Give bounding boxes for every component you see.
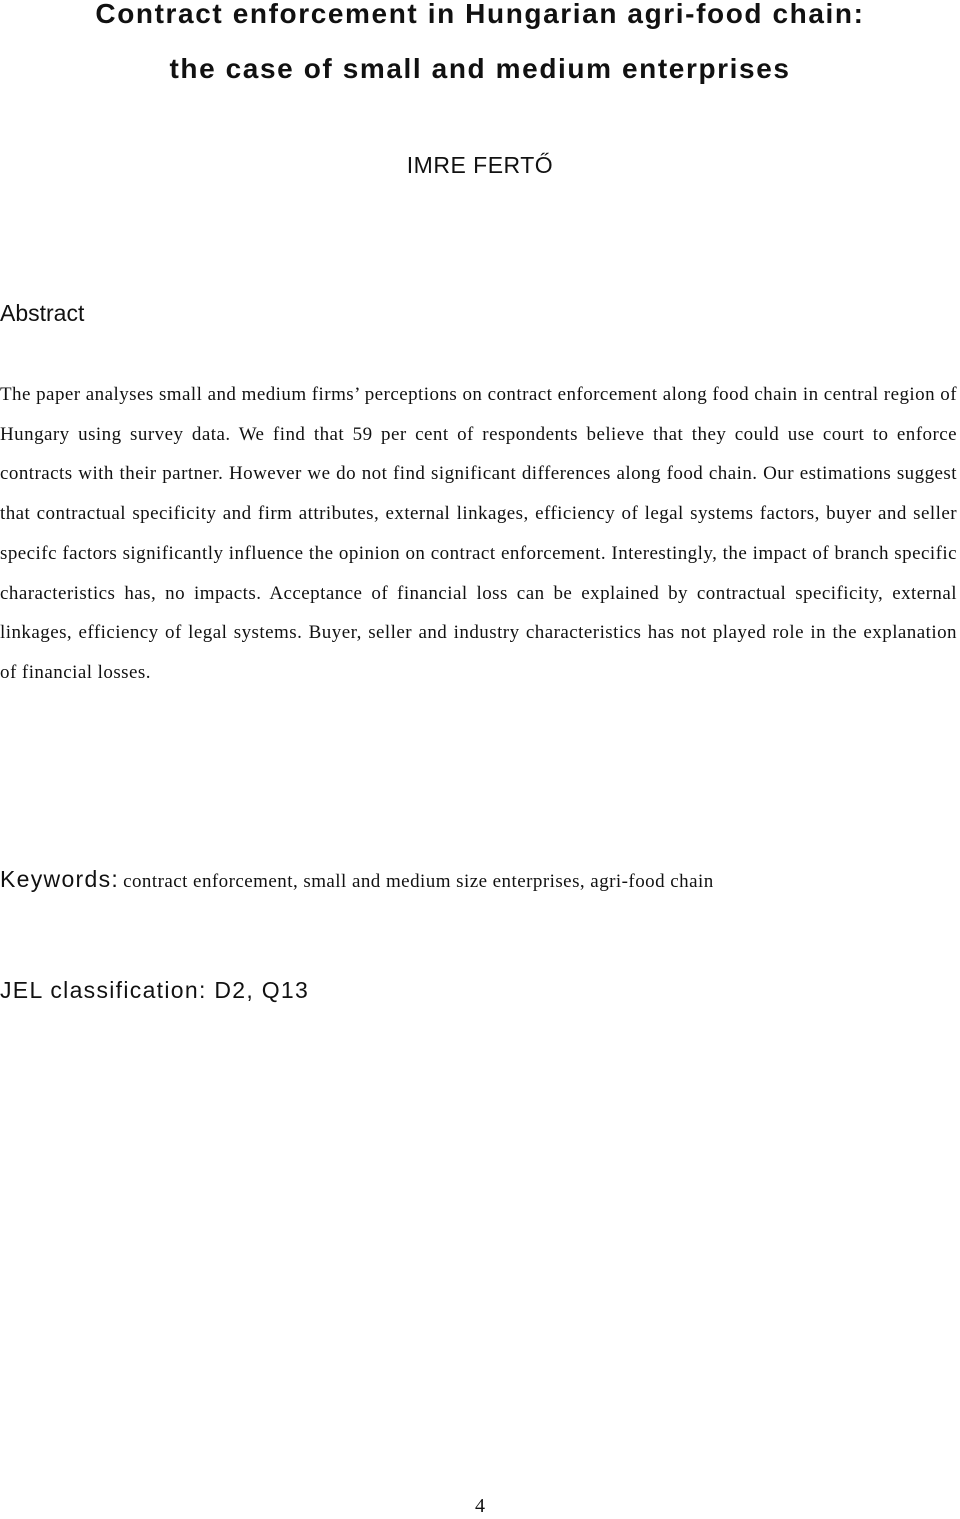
abstract-body: The paper analyses small and medium firms’ perceptions on contract enforcement along food chain in central region of Hungary using survey data. We find that 59 per cent of respondents believe that they could use court to enforce contracts with their partner. However we do not find significant differences along food chain. Our estimations suggest that contractual specificity and firm attributes, external linkages, efficiency of legal systems factors, buyer and seller specifc factors significantly influence the opinion on contract enforcement. Interestingly, the impact of branch specific characteristics has, no impacts. Acceptance of financial loss can be explained by contractual specificity, external linkages, efficiency of legal systems. Buyer, seller and industry characteristics has not played role in the explanation of financial losses. <box>0 384 957 683</box>
abstract-heading: Abstract <box>0 300 85 326</box>
keywords-line <box>0 868 957 891</box>
paper-title-line-2: the case of small and medium enterprises <box>169 53 791 84</box>
paper-title-line-1: Contract enforcement in Hungarian agri-food chain: <box>95 0 865 29</box>
author-name: IMRE FERTŐ <box>406 152 554 178</box>
keywords-label: Keywords: <box>0 866 120 892</box>
jel-classification: JEL classification: D2, Q13 <box>0 977 310 1003</box>
keywords-text: contract enforcement, small and medium size enterprises, agri-food chain <box>123 871 714 892</box>
page-number: 4 <box>475 1495 485 1517</box>
